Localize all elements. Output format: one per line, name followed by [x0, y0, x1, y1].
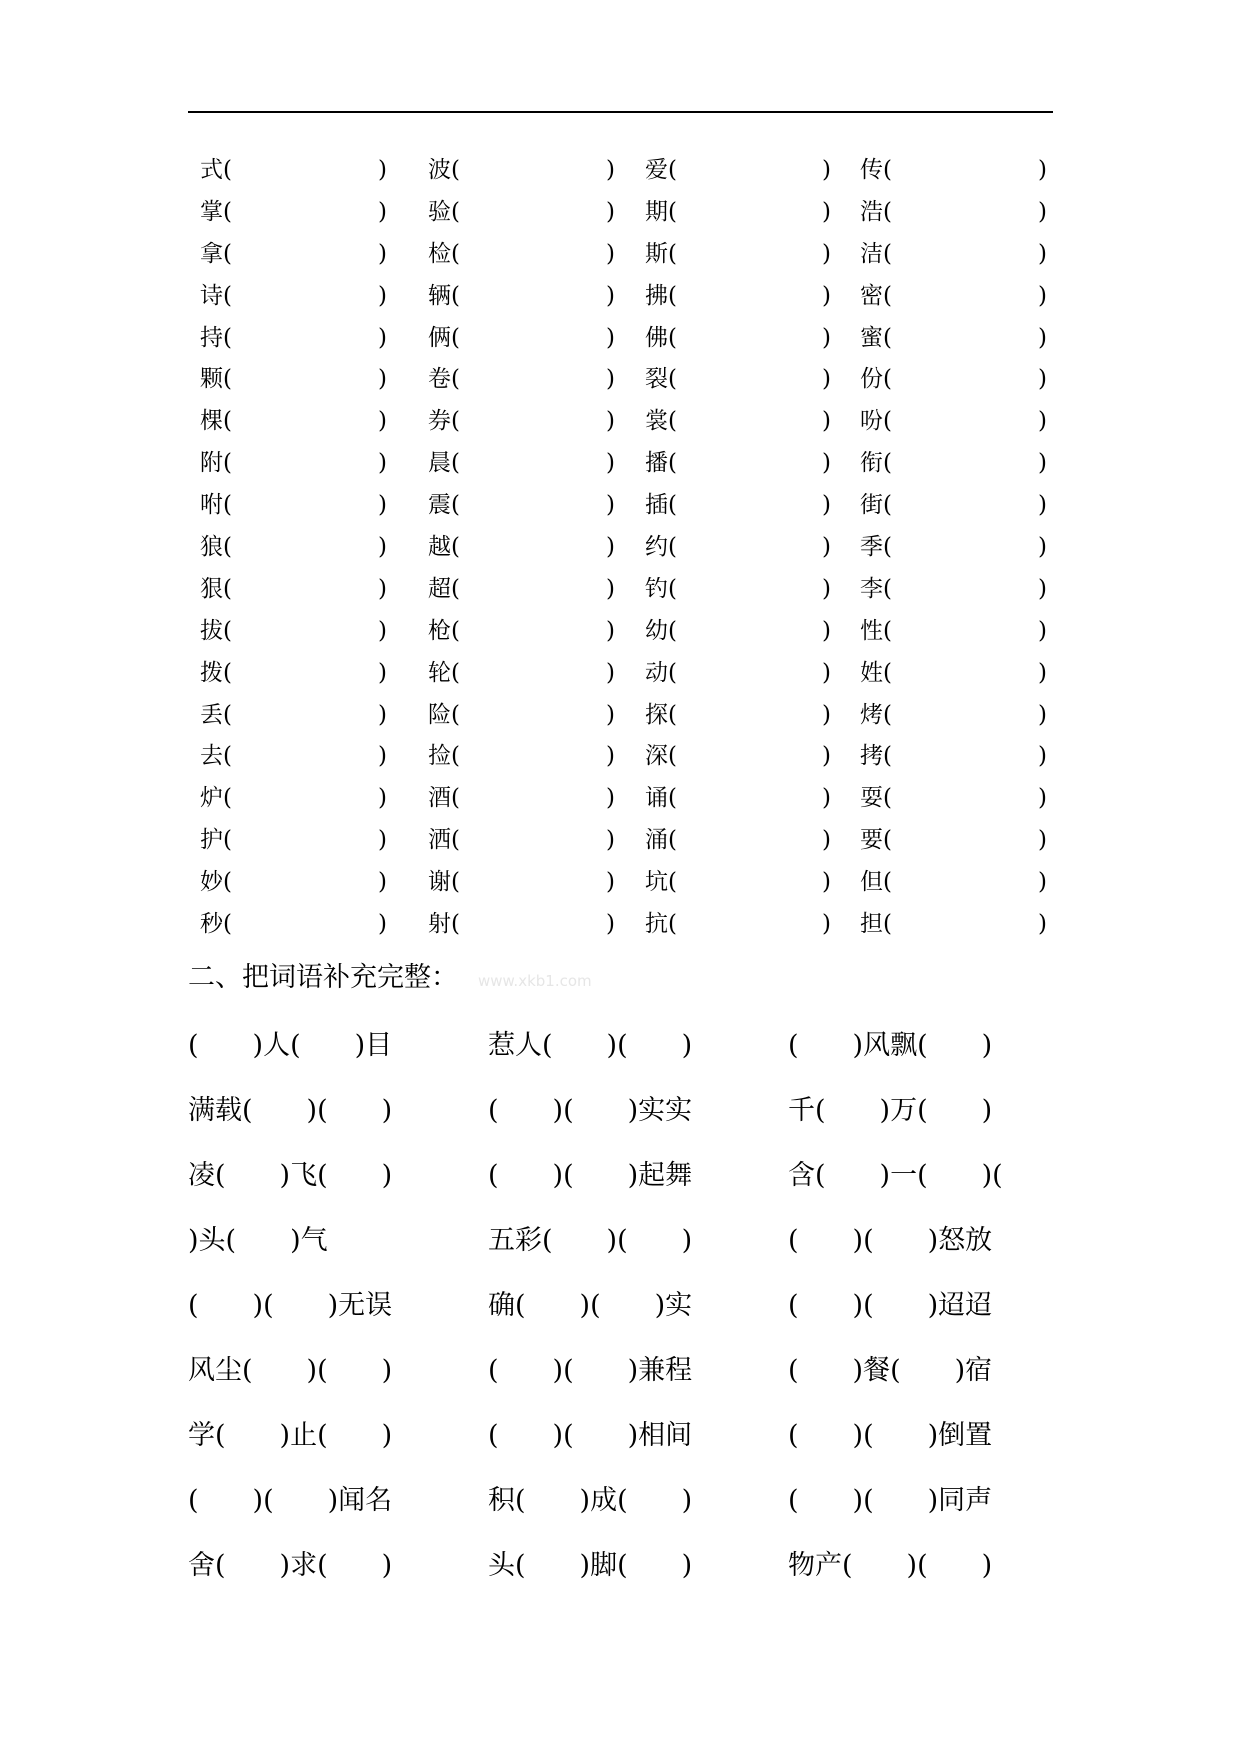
idiom-blank: 积( )成( )	[488, 1485, 693, 1516]
char-row	[200, 532, 1060, 574]
answer-blank-close: )	[822, 240, 831, 267]
char-entry: 烤(	[860, 701, 892, 728]
answer-blank-close: )	[1038, 408, 1047, 435]
answer-blank-close: )	[1038, 240, 1047, 267]
answer-blank-close: )	[378, 324, 387, 351]
char-entry: 诗(	[200, 282, 232, 309]
answer-blank-close: )	[822, 157, 831, 183]
char-entry: 播(	[645, 450, 677, 477]
fill-row	[188, 1028, 1053, 1093]
char-row	[200, 490, 1060, 532]
char-entry: 约(	[645, 534, 677, 561]
idiom-blank: 五彩( )( )	[488, 1225, 693, 1256]
char-entry: 检(	[428, 240, 460, 267]
char-entry: 狠(	[200, 575, 232, 602]
idiom-blank: ( )风飘( )	[788, 1030, 993, 1061]
answer-blank-close: )	[822, 575, 831, 602]
answer-blank-close: )	[378, 366, 387, 393]
answer-blank-close: )	[606, 450, 615, 477]
answer-blank-close: )	[822, 534, 831, 561]
char-entry: 诵(	[645, 785, 677, 812]
idiom-blank: ( )人( )目	[188, 1030, 393, 1061]
answer-blank-close: )	[606, 785, 615, 812]
idiom-blank: 学( )止( )	[188, 1420, 393, 1451]
char-entry: 颗(	[200, 366, 232, 393]
char-entry: 钓(	[645, 575, 677, 602]
char-entry: 震(	[428, 492, 460, 519]
char-entry: 掌(	[200, 198, 232, 225]
answer-blank-close: )	[378, 743, 387, 770]
idiom-blank: ( )( )兼程	[488, 1355, 693, 1386]
answer-blank-close: )	[606, 659, 615, 686]
answer-blank-close: )	[378, 869, 387, 896]
char-entry: 枪(	[428, 617, 460, 644]
char-entry: 护(	[200, 827, 232, 854]
answer-blank-close: )	[606, 827, 615, 854]
answer-blank-close: )	[822, 827, 831, 854]
char-entry: 炉(	[200, 785, 232, 812]
idiom-blank: ( )( )相间	[488, 1420, 693, 1451]
fill-row	[188, 1548, 1053, 1613]
char-entry: 担(	[860, 911, 892, 938]
answer-blank-close: )	[606, 869, 615, 896]
answer-blank-close: )	[822, 198, 831, 225]
idiom-blank: 凌( )飞( )	[188, 1160, 393, 1191]
char-entry: 拔(	[200, 617, 232, 644]
char-row	[200, 741, 1060, 783]
char-entry: 验(	[428, 198, 460, 225]
answer-blank-close: )	[378, 157, 387, 183]
char-row	[200, 825, 1060, 867]
char-entry: 插(	[645, 492, 677, 519]
answer-blank-close: )	[606, 324, 615, 351]
char-entry: 丢(	[200, 701, 232, 728]
answer-blank-close: )	[378, 408, 387, 435]
fill-row	[188, 1418, 1053, 1483]
answer-blank-close: )	[1038, 659, 1047, 686]
answer-blank-close: )	[378, 492, 387, 519]
answer-blank-close: )	[822, 911, 831, 938]
idiom-blank: 千( )万( )	[788, 1095, 993, 1126]
idiom-blank: 含( )一( )(	[788, 1160, 1003, 1191]
char-entry: 要(	[860, 827, 892, 854]
char-entry: 秒(	[200, 911, 232, 938]
char-entry: 裳(	[645, 408, 677, 435]
char-row	[200, 700, 1060, 742]
answer-blank-close: )	[1038, 282, 1047, 309]
answer-blank-close: )	[1038, 366, 1047, 393]
answer-blank-close: )	[606, 198, 615, 225]
answer-blank-close: )	[1038, 534, 1047, 561]
char-entry: 但(	[860, 869, 892, 896]
word-completion-exercise	[188, 1028, 1053, 1613]
char-entry: 密(	[860, 282, 892, 309]
character-table	[200, 155, 1060, 951]
answer-blank-close: )	[606, 534, 615, 561]
idiom-blank: 物产( )( )	[788, 1550, 993, 1581]
idiom-blank: ( )( )实实	[488, 1095, 693, 1126]
idiom-blank: ( )( )闻名	[188, 1485, 393, 1516]
char-entry: 狼(	[200, 534, 232, 561]
answer-blank-close: )	[378, 659, 387, 686]
char-entry: 姓(	[860, 659, 892, 686]
answer-blank-close: )	[606, 282, 615, 309]
idiom-blank: 确( )( )实	[488, 1290, 693, 1321]
char-entry: 越(	[428, 534, 460, 561]
char-entry: 李(	[860, 575, 892, 602]
answer-blank-close: )	[606, 617, 615, 644]
char-entry: 波(	[428, 157, 460, 183]
answer-blank-close: )	[606, 240, 615, 267]
char-entry: 射(	[428, 911, 460, 938]
char-entry: 浩(	[860, 198, 892, 225]
char-entry: 式(	[200, 157, 232, 183]
idiom-blank: ( )( )倒置	[788, 1420, 993, 1451]
answer-blank-close: )	[378, 575, 387, 602]
answer-blank-close: )	[1038, 911, 1047, 938]
answer-blank-close: )	[378, 617, 387, 644]
char-entry: 去(	[200, 743, 232, 770]
watermark-text: www.xkb1.com	[478, 972, 592, 990]
char-entry: 捡(	[428, 743, 460, 770]
char-entry: 耍(	[860, 785, 892, 812]
answer-blank-close: )	[1038, 450, 1047, 477]
char-entry: 坑(	[645, 869, 677, 896]
char-entry: 佛(	[645, 324, 677, 351]
answer-blank-close: )	[606, 743, 615, 770]
char-entry: 幼(	[645, 617, 677, 644]
char-row	[200, 616, 1060, 658]
answer-blank-close: )	[378, 911, 387, 938]
section-title: 二、把词语补充完整：	[188, 962, 458, 993]
char-entry: 性(	[860, 617, 892, 644]
char-entry: 斯(	[645, 240, 677, 267]
char-entry: 期(	[645, 198, 677, 225]
idiom-blank: 惹人( )( )	[488, 1030, 693, 1061]
char-entry: 轮(	[428, 659, 460, 686]
char-entry: 涌(	[645, 827, 677, 854]
char-entry: 持(	[200, 324, 232, 351]
char-entry: 探(	[645, 701, 677, 728]
answer-blank-close: )	[1038, 575, 1047, 602]
answer-blank-close: )	[1038, 701, 1047, 728]
char-entry: 洒(	[428, 827, 460, 854]
answer-blank-close: )	[1038, 324, 1047, 351]
char-row	[200, 574, 1060, 616]
answer-blank-close: )	[1038, 827, 1047, 854]
idiom-blank: 满载( )( )	[188, 1095, 393, 1126]
answer-blank-close: )	[606, 701, 615, 728]
answer-blank-close: )	[1038, 785, 1047, 812]
char-entry: 份(	[860, 366, 892, 393]
idiom-blank: ( )( )怒放	[788, 1225, 993, 1256]
char-row	[200, 448, 1060, 490]
answer-blank-close: )	[1038, 198, 1047, 225]
char-row	[200, 239, 1060, 281]
answer-blank-close: )	[822, 492, 831, 519]
char-entry: 券(	[428, 408, 460, 435]
answer-blank-close: )	[1038, 617, 1047, 644]
char-entry: 拿(	[200, 240, 232, 267]
answer-blank-close: )	[606, 366, 615, 393]
char-entry: 爱(	[645, 157, 677, 183]
idiom-blank: )头( )气	[188, 1225, 328, 1256]
char-entry: 拷(	[860, 743, 892, 770]
char-entry: 酒(	[428, 785, 460, 812]
char-entry: 街(	[860, 492, 892, 519]
answer-blank-close: )	[1038, 492, 1047, 519]
char-entry: 附(	[200, 450, 232, 477]
idiom-blank: 头( )脚( )	[488, 1550, 693, 1581]
char-row	[200, 281, 1060, 323]
char-entry: 动(	[645, 659, 677, 686]
char-entry: 谢(	[428, 869, 460, 896]
answer-blank-close: )	[606, 492, 615, 519]
char-row	[200, 197, 1060, 239]
char-row	[200, 364, 1060, 406]
answer-blank-close: )	[378, 240, 387, 267]
idiom-blank: ( )( )同声	[788, 1485, 993, 1516]
fill-row	[188, 1288, 1053, 1353]
answer-blank-close: )	[822, 408, 831, 435]
char-row	[200, 155, 1060, 197]
char-entry: 卷(	[428, 366, 460, 393]
answer-blank-close: )	[822, 366, 831, 393]
answer-blank-close: )	[606, 911, 615, 938]
answer-blank-close: )	[378, 282, 387, 309]
char-entry: 季(	[860, 534, 892, 561]
answer-blank-close: )	[1038, 869, 1047, 896]
char-entry: 洁(	[860, 240, 892, 267]
fill-row	[188, 1483, 1053, 1548]
char-entry: 吩(	[860, 408, 892, 435]
answer-blank-close: )	[1038, 743, 1047, 770]
idiom-blank: 风尘( )( )	[188, 1355, 393, 1386]
char-row	[200, 909, 1060, 951]
answer-blank-close: )	[378, 450, 387, 477]
answer-blank-close: )	[378, 701, 387, 728]
answer-blank-close: )	[378, 827, 387, 854]
char-row	[200, 658, 1060, 700]
answer-blank-close: )	[1038, 157, 1047, 183]
char-row	[200, 406, 1060, 448]
char-entry: 拨(	[200, 659, 232, 686]
char-entry: 传(	[860, 157, 892, 183]
char-entry: 抗(	[645, 911, 677, 938]
idiom-blank: ( )( )迢迢	[788, 1290, 993, 1321]
answer-blank-close: )	[822, 743, 831, 770]
answer-blank-close: )	[822, 450, 831, 477]
answer-blank-close: )	[822, 785, 831, 812]
char-entry: 拂(	[645, 282, 677, 309]
idiom-blank: ( )( )无误	[188, 1290, 393, 1321]
char-entry: 咐(	[200, 492, 232, 519]
char-entry: 妙(	[200, 869, 232, 896]
char-entry: 超(	[428, 575, 460, 602]
answer-blank-close: )	[378, 198, 387, 225]
answer-blank-close: )	[822, 617, 831, 644]
char-entry: 裂(	[645, 366, 677, 393]
answer-blank-close: )	[378, 534, 387, 561]
answer-blank-close: )	[822, 659, 831, 686]
answer-blank-close: )	[822, 324, 831, 351]
answer-blank-close: )	[606, 575, 615, 602]
answer-blank-close: )	[378, 785, 387, 812]
char-entry: 晨(	[428, 450, 460, 477]
header-rule	[188, 111, 1053, 113]
char-entry: 险(	[428, 701, 460, 728]
idiom-blank: ( )餐( )宿	[788, 1355, 993, 1386]
char-row	[200, 783, 1060, 825]
fill-row	[188, 1353, 1053, 1418]
idiom-blank: 舍( )求( )	[188, 1550, 393, 1581]
char-entry: 蜜(	[860, 324, 892, 351]
answer-blank-close: )	[606, 408, 615, 435]
char-entry: 棵(	[200, 408, 232, 435]
answer-blank-close: )	[822, 869, 831, 896]
fill-row	[188, 1093, 1053, 1158]
char-row	[200, 867, 1060, 909]
char-entry: 衔(	[860, 450, 892, 477]
char-entry: 俩(	[428, 324, 460, 351]
answer-blank-close: )	[822, 701, 831, 728]
answer-blank-close: )	[822, 282, 831, 309]
char-row	[200, 323, 1060, 365]
fill-row	[188, 1158, 1053, 1223]
char-entry: 辆(	[428, 282, 460, 309]
answer-blank-close: )	[606, 157, 615, 183]
idiom-blank: ( )( )起舞	[488, 1160, 693, 1191]
char-entry: 深(	[645, 743, 677, 770]
fill-row	[188, 1223, 1053, 1288]
